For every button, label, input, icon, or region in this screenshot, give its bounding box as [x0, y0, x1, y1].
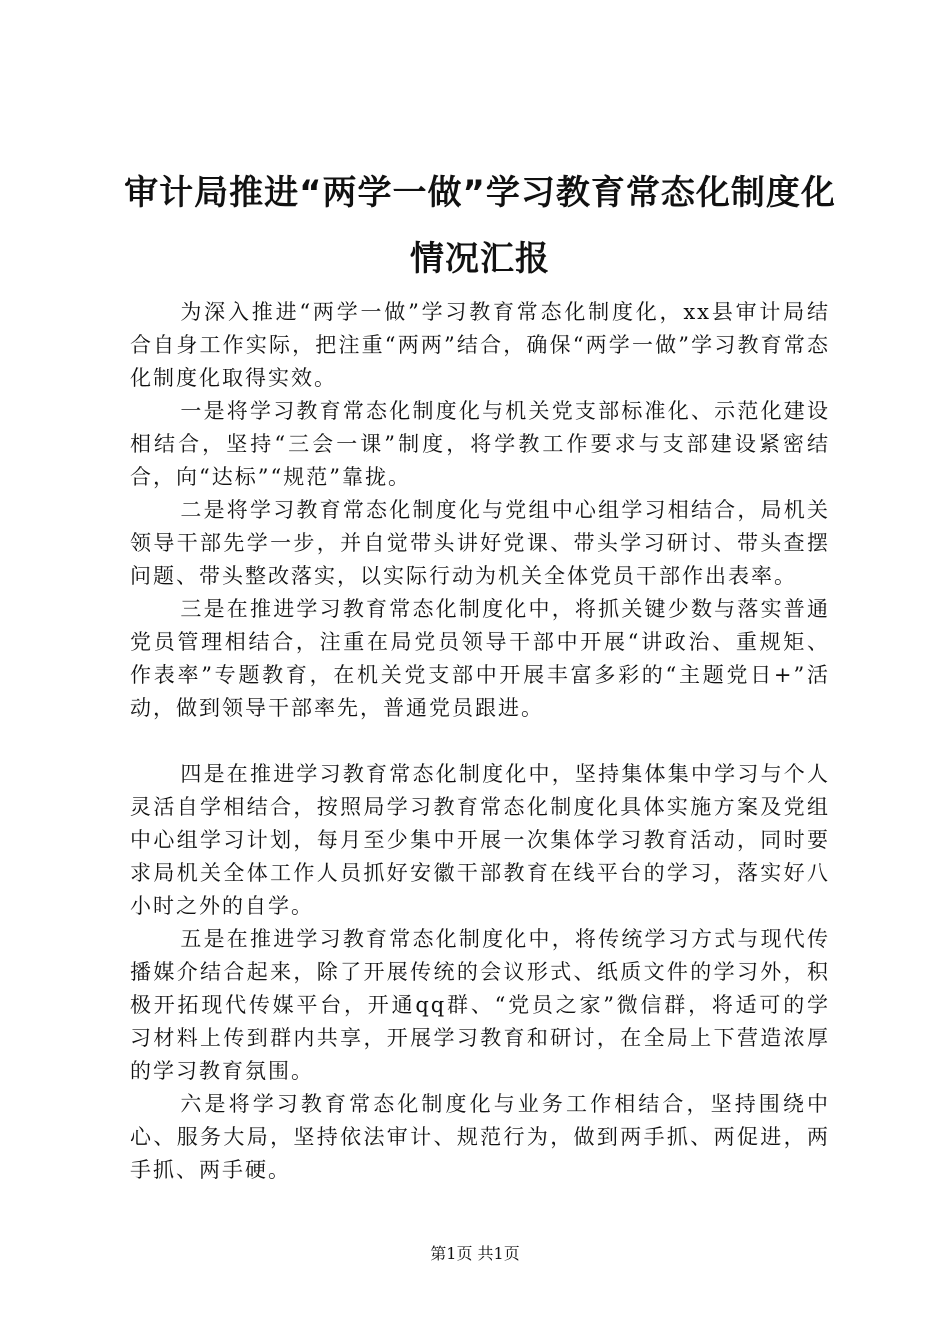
paragraph-point-6: 六是将学习教育常态化制度化与业务工作相结合，坚持围绕中心、服务大局，坚持依法审计、规范行为，做到两手抓、两促进，两手抓、两手硬。	[130, 1092, 830, 1182]
paragraph-point-2: 二是将学习教育常态化制度化与党组中心组学习相结合，局机关领导干部先学一步，并自觉带头讲好党课、带头学习研讨、带头查摆问题、带头整改落实，以实际行动为机关全体党员干部作出表率。	[130, 498, 830, 588]
paragraph-point-4: 四是在推进学习教育常态化制度化中，坚持集体集中学习与个人灵活自学相结合，按照局学习教育常态化制度化具体实施方案及党组中心组学习计划，每月至少集中开展一次集体学习教育活动，同时要求局机关全体工作人员抓好安徽干部教育在线平台的学习，落实好八小时之外的自学。	[130, 762, 830, 918]
paragraph-point-3: 三是在推进学习教育常态化制度化中，将抓关键少数与落实普通党员管理相结合，注重在局党员领导干部中开展“讲政治、重规矩、作表率”专题教育，在机关党支部中开展丰富多彩的“主题党日+”活动，做到领导干部率先，普通党员跟进。	[130, 597, 830, 720]
paragraph-point-1: 一是将学习教育常态化制度化与机关党支部标准化、示范化建设相结合，坚持“三会一课”制度，将学教工作要求与支部建设紧密结合，向“达标”“规范”靠拢。	[130, 399, 830, 489]
document-title: 审计局推进“两学一做”学习教育常态化制度化情况汇报	[124, 173, 836, 279]
document-body	[130, 296, 830, 1187]
paragraph-point-5: 五是在推进学习教育常态化制度化中，将传统学习方式与现代传播媒介结合起来，除了开展传统的会议形式、纸质文件的学习外，积极开拓现代传媒平台，开通qq群、“党员之家”微信群，将适可的学习材料上传到群内共享，开展学习教育和研讨，在全局上下营造浓厚的学习教育氛围。	[130, 927, 830, 1083]
paragraph-intro: 为深入推进“两学一做”学习教育常态化制度化，xx县审计局结合自身工作实际，把注重“两两”结合，确保“两学一做”学习教育常态化制度化取得实效。	[130, 300, 830, 390]
page-number-footer: 第1页 共1页	[430, 1244, 520, 1263]
